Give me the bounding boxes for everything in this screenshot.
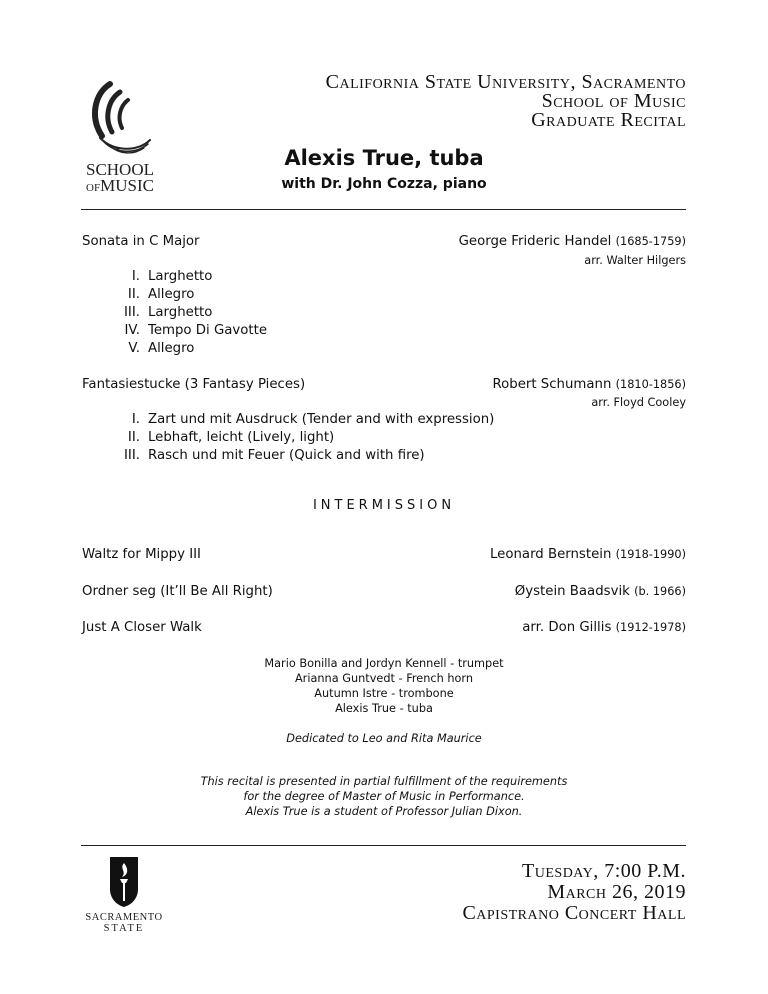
movement-number: I. [131,412,140,427]
note-line: This recital is presented in partial fulfillment of the requirements [200,775,568,788]
composer-years: (1810-1856) [615,378,686,391]
ensemble-member: Autumn Istre - trombone [314,687,454,700]
note-line: Alexis True is a student of Professor Julian Dixon. [245,805,523,818]
composer [522,620,686,635]
movement-number: III. [124,305,140,320]
movement-name: Tempo Di Gavotte [148,323,268,338]
movement-item [110,411,494,429]
logo-state-text: STATE [103,923,145,934]
dedication: Dedicated to Leo and Rita Maurice [286,732,482,745]
torch-seal-icon [107,855,141,907]
event-venue: Capistrano Concert Hall [462,902,686,924]
ensemble-member: Arianna Guntvedt - French horn [294,672,474,685]
composer [459,234,686,249]
piece-title: Sonata in C Major [82,234,200,249]
composer-name: George Frideric Handel [458,234,612,249]
piece-title: Fantasiestucke (3 Fantasy Pieces) [82,377,306,392]
piece-title: Waltz for Mippy III [82,547,201,562]
movement-item [110,268,267,286]
movement-name: Allegro [148,341,195,356]
movement-item [110,447,494,465]
composer-name: Øystein Baadsvik [514,584,630,599]
accompanist: with Dr. John Cozza, piano [281,176,487,192]
composer [490,547,686,562]
performer-name: Alexis True, tuba [284,146,484,170]
movement-item [110,322,267,340]
composer [493,377,687,392]
ensemble-member: Mario Bonilla and Jordyn Kennell - trumpet [264,657,504,670]
top-divider [81,209,686,210]
ensemble-list [0,656,768,716]
recital-notes [0,774,768,819]
logo-sacramento-text: SACRAMENTO [85,912,163,923]
composer [515,584,686,599]
logo-of-text: OF [86,182,101,194]
composer-years: (1918-1990) [615,548,686,561]
composer-years: (b. 1966) [634,585,686,598]
composer-years: (1685-1759) [615,235,686,248]
movement-number: I. [131,269,140,284]
intermission-label: INTERMISSION [312,498,456,513]
movement-name: Larghetto [148,269,213,284]
movement-item [110,429,494,447]
header-university: California State University, Sacramento [325,71,686,93]
event-date: March 26, 2019 [547,881,686,903]
header-event: Graduate Recital [531,109,686,131]
arranger: arr. Floyd Cooley [591,396,686,409]
ensemble-member: Alexis True - tuba [335,702,433,715]
piece-title: Just A Closer Walk [82,620,202,635]
movement-item [110,304,267,322]
sacramento-state-logo [80,855,168,935]
logo-school-text: SCHOOL [85,160,154,179]
composer-years: (1912-1978) [615,621,686,634]
arranger: arr. Walter Hilgers [584,254,686,267]
movement-name: Rasch und mit Feuer (Quick and with fire) [148,448,425,463]
movement-name: Larghetto [148,305,213,320]
movement-name: Zart und mit Ausdruck (Tender and with expression) [148,412,495,427]
header-school: School of Music [541,90,686,112]
composer-name: arr. Don Gillis [522,620,612,635]
movement-number: II. [127,430,140,445]
movement-list [110,411,494,465]
composer-name: Leonard Bernstein [490,547,612,562]
movement-number: IV. [124,323,140,338]
movement-item [110,286,267,304]
composer-name: Robert Schumann [492,377,612,392]
note-line: for the degree of Master of Music in Performance. [243,790,525,803]
movement-list [110,268,267,358]
logo-music-text: MUSIC [100,176,154,195]
movement-name: Allegro [148,287,195,302]
piece-title: Ordner seg (It’ll Be All Right) [82,584,273,599]
bottom-divider [81,845,686,846]
movement-number: V. [128,341,140,356]
movement-number: III. [124,448,140,463]
movement-number: II. [127,287,140,302]
movement-name: Lebhaft, leicht (Lively, light) [148,430,335,445]
movement-item [110,340,267,358]
event-day-time: Tuesday, 7:00 P.M. [522,860,686,882]
